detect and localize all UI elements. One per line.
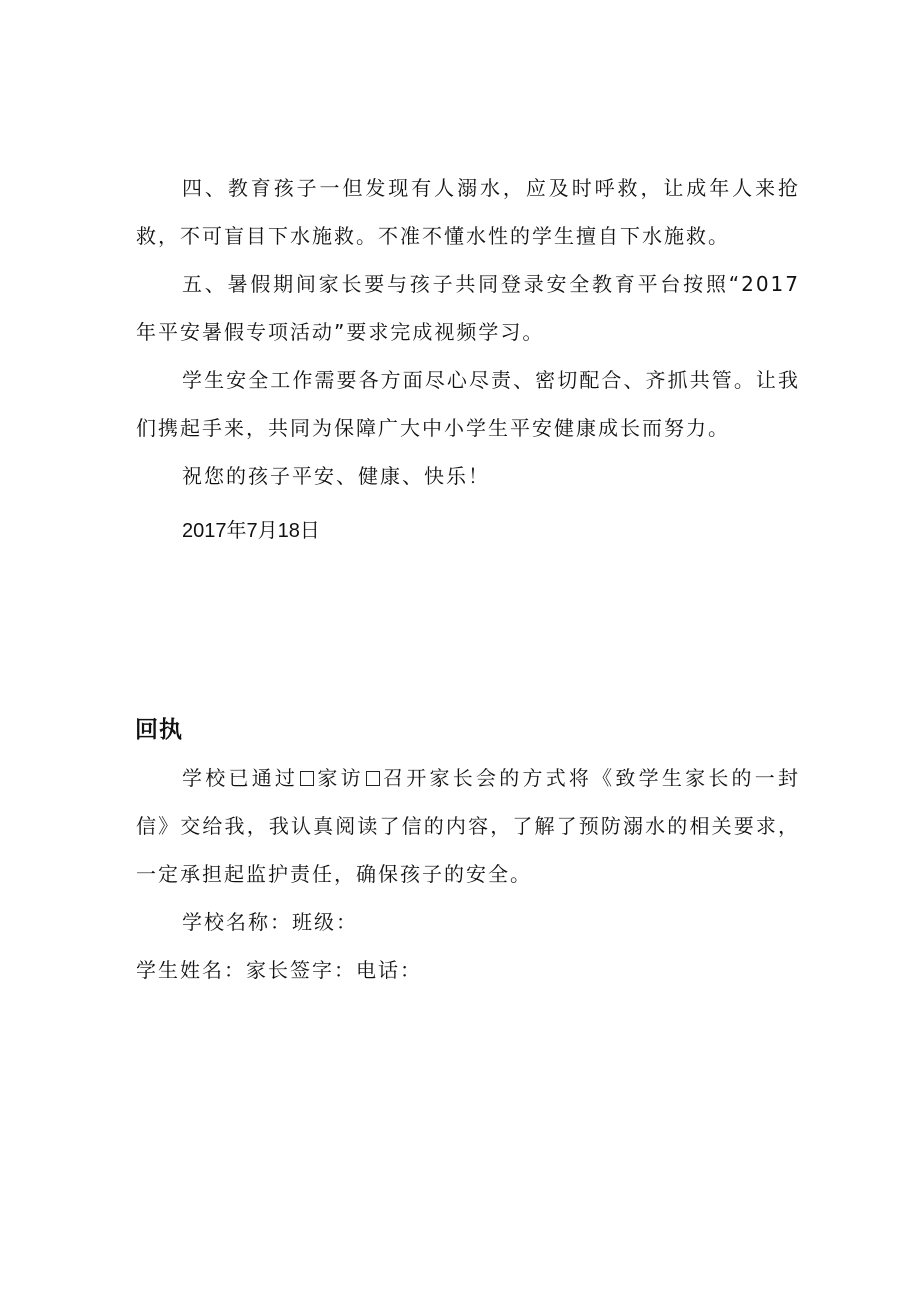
receipt-paragraph [136,754,800,898]
home-visit-checkbox[interactable] [300,771,314,786]
receipt-title: 回执 [135,717,183,743]
wish-line: 祝您的孩子平安、健康、快乐！ [182,464,490,488]
item-five-paragraph: 五、暑假期间家长要与孩子共同登录安全教育平台按照“2017年平安暑假专项活动”要求完成视频学习。 [136,272,800,344]
closing-paragraph: 学生安全工作需要各方面尽心尽责、密切配合、齐抓共管。让我们携起手来，共同为保障广大中小学生平安健康成长而努力。 [136,368,800,440]
receipt-text-intro: 学校已通过 [182,766,299,790]
receipt-option-home-visit: 家访 [316,766,364,790]
letter-date: 2017年7月18日 [182,520,320,542]
student-parent-phone-line: 学生姓名：家长签字：电话： [136,958,422,982]
school-class-line: 学校名称：班级： [182,910,358,934]
receipt-option-parent-meeting: 召开家长会的方式将《致学生家长的一封信》交给我，我认真阅读了信的内容，了解了预防溺水的相关要求，一定承担起监护责任，确保孩子的安全。 [136,766,801,886]
item-four-paragraph: 四、教育孩子一但发现有人溺水，应及时呼救，让成年人来抢救，不可盲目下水施救。不准不懂水性的学生擅自下水施救。 [136,176,800,248]
parent-meeting-checkbox[interactable] [366,771,380,786]
